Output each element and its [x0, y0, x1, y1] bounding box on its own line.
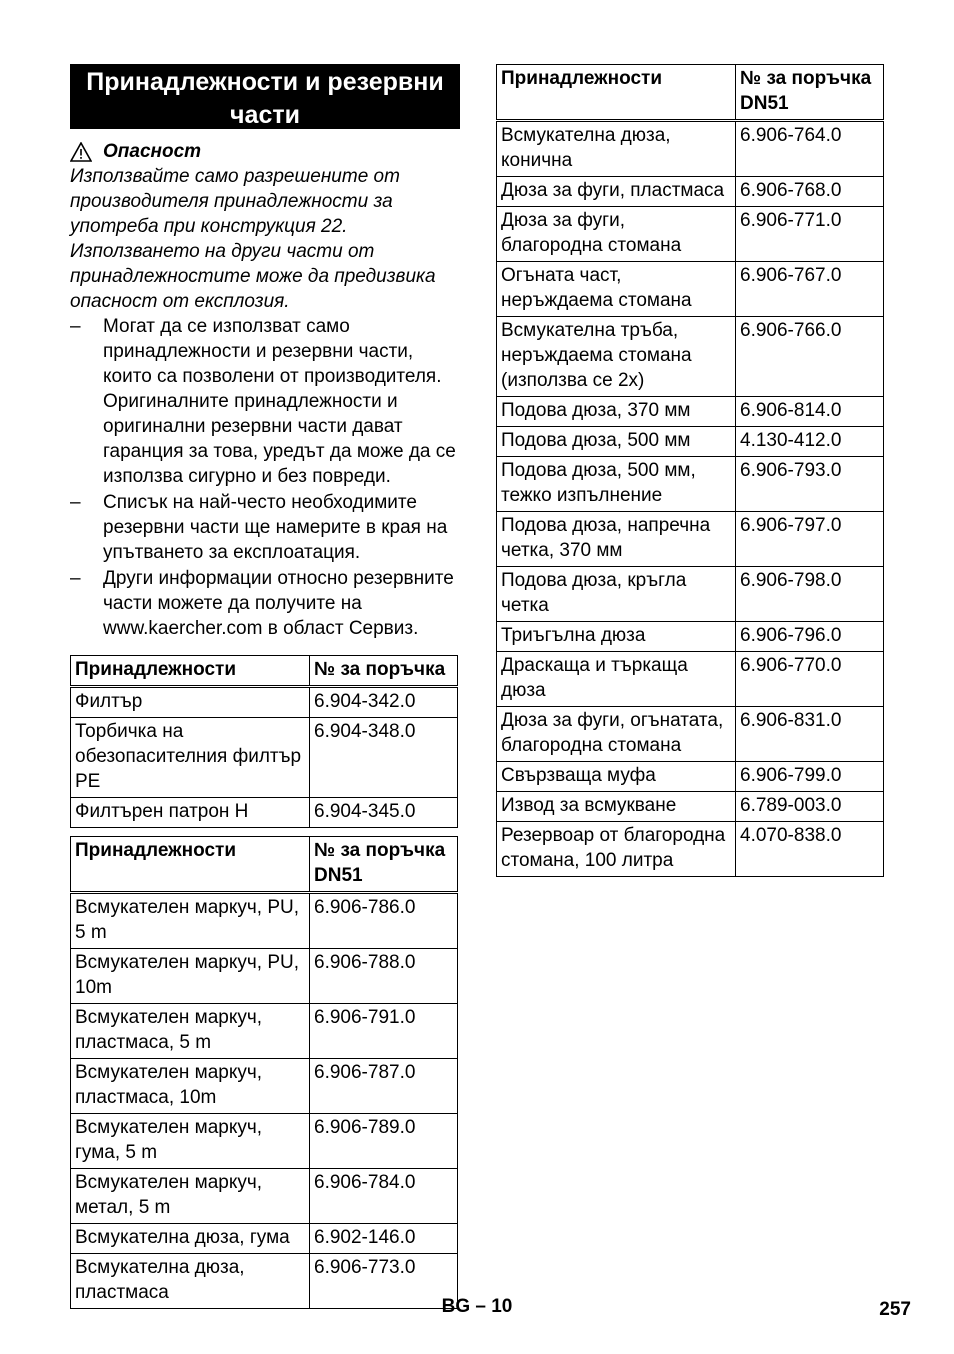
- order-number-cell: 6.906-789.0: [310, 1114, 458, 1169]
- table-row: [71, 1224, 458, 1254]
- table-row: [497, 707, 884, 762]
- warning-triangle-icon: [70, 142, 92, 162]
- order-number-cell: 6.906-773.0: [310, 1254, 458, 1309]
- accessory-name-cell: Всмукателен маркуч, пластмаса, 10m: [71, 1059, 310, 1114]
- accessory-name-cell: Резервоар от благородна стомана, 100 литра: [497, 822, 736, 877]
- bullet-list: [70, 314, 460, 641]
- order-number-cell: 6.906-771.0: [736, 207, 884, 262]
- accessories-table-filters: [70, 655, 458, 828]
- order-number-cell: 4.070-838.0: [736, 822, 884, 877]
- table-header-row: [497, 65, 884, 121]
- danger-title-row: [70, 139, 460, 164]
- table-row: [497, 121, 884, 177]
- page-footer-label: BG – 10: [441, 1296, 513, 1317]
- table-row: [71, 1059, 458, 1114]
- accessory-name-cell: Огъната част, неръждаема стомана: [497, 262, 736, 317]
- order-number-cell: 6.906-798.0: [736, 567, 884, 622]
- order-number-cell: 6.906-788.0: [310, 949, 458, 1004]
- accessory-name-cell: Торбичка на обезопасителния филтър PE: [71, 718, 310, 798]
- accessory-name-cell: Подова дюза, 500 мм, тежко изпълнение: [497, 457, 736, 512]
- accessory-name-cell: Всмукателна дюза, гума: [71, 1224, 310, 1254]
- table-row: [71, 1169, 458, 1224]
- accessory-name-cell: Всмукателен маркуч, PU, 5 m: [71, 893, 310, 949]
- table-row: [71, 1004, 458, 1059]
- accessory-name-cell: Всмукателна тръба, неръждаема стомана (използва се 2x): [497, 317, 736, 397]
- list-item: – Други информации относно резервните части можете да получите на www.kaercher.com в област Сервиз.: [70, 568, 454, 639]
- accessory-name-cell: Подова дюза, 370 мм: [497, 397, 736, 427]
- order-number-cell: 6.906-799.0: [736, 762, 884, 792]
- danger-text: Използвайте само разрешените от производителя принадлежности за употреба при конструкция 22. Използването на други части от принадлежностите може да предизвика опасност от експлозия.: [70, 166, 436, 312]
- accessory-name-cell: Подова дюза, 500 мм: [497, 427, 736, 457]
- table-header-row: [71, 837, 458, 893]
- column-header: Принадлежности: [497, 65, 736, 121]
- column-header: № за поръчка: [310, 656, 458, 687]
- order-number-cell: 6.789-003.0: [736, 792, 884, 822]
- accessory-name-cell: Всмукателен маркуч, PU, 10m: [71, 949, 310, 1004]
- order-number-cell: 6.906-768.0: [736, 177, 884, 207]
- order-number-cell: 6.906-786.0: [310, 893, 458, 949]
- accessories-table-nozzles: [496, 64, 884, 877]
- order-number-cell: 6.906-770.0: [736, 652, 884, 707]
- table-row: [497, 762, 884, 792]
- accessory-name-cell: Филтър: [71, 687, 310, 718]
- accessory-name-cell: Дюза за фуги, благородна стомана: [497, 207, 736, 262]
- table-row: [497, 512, 884, 567]
- danger-title: Опасност: [103, 141, 202, 162]
- section-heading: Принадлежности и резервни части: [70, 64, 460, 129]
- accessory-name-cell: Свързваща муфа: [497, 762, 736, 792]
- list-item: – Могат да се използват само принадлежности и резервни части, които са позволени от производителя. Оригиналните принадлежности и оригинални резервни части дават гаранция за това, уредът да може да се използва сигурно и без повреди.: [70, 316, 456, 487]
- order-number-cell: 6.906-766.0: [736, 317, 884, 397]
- table-row: [497, 567, 884, 622]
- order-number-cell: 6.906-787.0: [310, 1059, 458, 1114]
- accessory-name-cell: Всмукателен маркуч, гума, 5 m: [71, 1114, 310, 1169]
- table-row: [497, 792, 884, 822]
- order-number-cell: 6.906-784.0: [310, 1169, 458, 1224]
- page-number: 257: [879, 1299, 911, 1320]
- column-header: № за поръчка DN51: [310, 837, 458, 893]
- table-row: [497, 317, 884, 397]
- table-row: [71, 893, 458, 949]
- accessory-name-cell: Всмукателна дюза, пластмаса: [71, 1254, 310, 1309]
- accessory-name-cell: Подова дюза, кръгла четка: [497, 567, 736, 622]
- order-number-cell: 6.906-814.0: [736, 397, 884, 427]
- accessory-name-cell: Триъгълна дюза: [497, 622, 736, 652]
- order-number-cell: 6.902-146.0: [310, 1224, 458, 1254]
- table-row: [497, 822, 884, 877]
- accessory-name-cell: Извод за всмукване: [497, 792, 736, 822]
- accessory-name-cell: Всмукателен маркуч, метал, 5 m: [71, 1169, 310, 1224]
- order-number-cell: 6.906-791.0: [310, 1004, 458, 1059]
- left-column: [70, 64, 460, 1309]
- order-number-cell: 6.906-831.0: [736, 707, 884, 762]
- order-number-cell: 6.906-797.0: [736, 512, 884, 567]
- table-row: [497, 262, 884, 317]
- list-item-text: Други информации относно резервните части можете да получите на www.kaercher.com в област Сервиз.: [103, 568, 454, 639]
- table-row: [497, 207, 884, 262]
- danger-notice: [70, 139, 460, 314]
- order-number-cell: 6.906-764.0: [736, 121, 884, 177]
- order-number-cell: 6.906-767.0: [736, 262, 884, 317]
- accessories-table-hoses: [70, 836, 458, 1309]
- accessory-name-cell: Всмукателна дюза, конична: [497, 121, 736, 177]
- table-row: [497, 652, 884, 707]
- column-header: Принадлежности: [71, 837, 310, 893]
- list-item: – Списък на най-често необходимите резервни части ще намерите в края на упътването за експлоатация.: [70, 492, 448, 563]
- table-row: [71, 1114, 458, 1169]
- table-row: [497, 622, 884, 652]
- column-header: Принадлежности: [71, 656, 310, 687]
- accessory-name-cell: Дюза за фуги, огънатата, благородна стомана: [497, 707, 736, 762]
- order-number-cell: 4.130-412.0: [736, 427, 884, 457]
- accessory-name-cell: Драскаща и търкаща дюза: [497, 652, 736, 707]
- accessory-name-cell: Филтърен патрон H: [71, 798, 310, 828]
- order-number-cell: 6.904-345.0: [310, 798, 458, 828]
- list-item-text: Списък на най-често необходимите резервни части ще намерите в края на упътването за експлоатация.: [103, 492, 448, 563]
- order-number-cell: 6.904-342.0: [310, 687, 458, 718]
- list-item-text: Могат да се използват само принадлежности и резервни части, които са позволени от производителя. Оригиналните принадлежности и оригинални резервни части дават гаранция за това, уредът да може да се използва сигурно и без повреди.: [103, 316, 456, 487]
- table-header-row: [71, 656, 458, 687]
- accessory-name-cell: Всмукателен маркуч, пластмаса, 5 m: [71, 1004, 310, 1059]
- order-number-cell: 6.904-348.0: [310, 718, 458, 798]
- table-row: [497, 397, 884, 427]
- order-number-cell: 6.906-793.0: [736, 457, 884, 512]
- column-header: № за поръчка DN51: [736, 65, 884, 121]
- table-row: [497, 457, 884, 512]
- accessory-name-cell: Подова дюза, напречна четка, 370 мм: [497, 512, 736, 567]
- table-row: [497, 177, 884, 207]
- table-row: [71, 687, 458, 718]
- table-row: [71, 949, 458, 1004]
- table-row: [71, 718, 458, 798]
- order-number-cell: 6.906-796.0: [736, 622, 884, 652]
- accessory-name-cell: Дюза за фуги, пластмаса: [497, 177, 736, 207]
- right-column: [496, 64, 884, 877]
- table-row: [497, 427, 884, 457]
- table-row: [71, 798, 458, 828]
